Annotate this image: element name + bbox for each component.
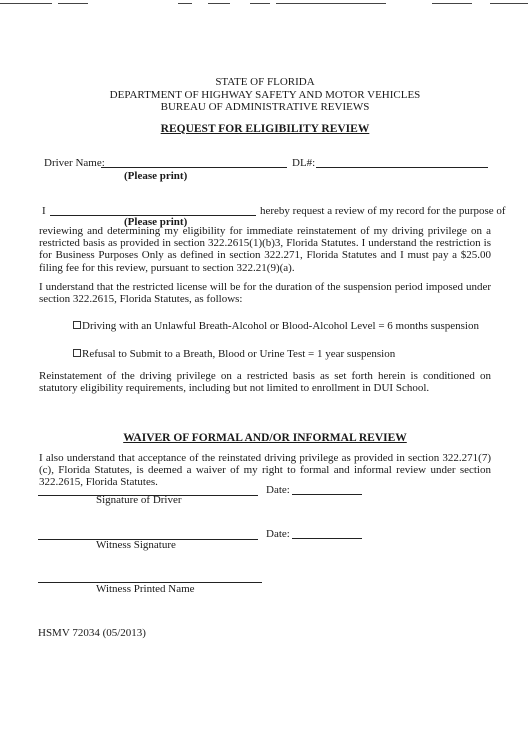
agency-header	[0, 76, 530, 114]
option-unlawful-level-label: Driving with an Unlawful Breath-Alcohol or Blood-Alcohol Level = 6 months suspension	[82, 320, 479, 332]
waiver-title: WAIVER OF FORMAL AND/OR INFORMAL REVIEW	[123, 432, 407, 444]
driver-signature-label: Signature of Driver	[96, 494, 182, 506]
driver-name-label: Driver Name:	[44, 157, 105, 169]
request-body-text: reviewing and determining my eligibility for immediate reinstatement of my driving privilege on a restricted basis as provided in section 322.2615(1)(b)3, Florida Statutes. I understand the restriction is for Business Purposes Only as defined in section 322.271, Florida Statutes and I must pay a $25.00 filing fee for this review, pursuant to section 322.21(9)(a).	[39, 225, 491, 274]
bureau-name: BUREAU OF ADMINISTRATIVE REVIEWS	[160, 101, 370, 113]
duration-text: I understand that the restricted license will be for the duration of the suspension period imposed under section 322.2615, Florida Statutes, as follows:	[39, 281, 491, 306]
driver-date-label: Date:	[266, 484, 290, 496]
option-unlawful-level-checkbox[interactable]	[73, 321, 81, 329]
witness-date-label: Date:	[266, 528, 290, 540]
witness-printed-name-label: Witness Printed Name	[96, 583, 195, 595]
requester-name-field[interactable]	[50, 204, 256, 216]
driver-date-field[interactable]	[292, 483, 362, 495]
option-refusal[interactable]	[73, 348, 395, 360]
request-suffix: hereby request a review of my record for the purpose of	[260, 205, 506, 217]
reinstatement-text: Reinstatement of the driving privilege on a restricted basis as set forth herein is conditioned on statutory eligibility requirements, including but not limited to enrollment in DUI School.	[39, 370, 491, 395]
witness-date-field[interactable]	[292, 527, 362, 539]
dl-number-field[interactable]	[316, 156, 488, 168]
option-refusal-label: Refusal to Submit to a Breath, Blood or Urine Test = 1 year suspension	[82, 348, 396, 360]
form-title: REQUEST FOR ELIGIBILITY REVIEW	[160, 123, 370, 135]
dl-number-label: DL#:	[292, 157, 316, 169]
form-number: HSMV 72034 (05/2013)	[38, 627, 146, 639]
option-unlawful-level[interactable]	[73, 320, 479, 332]
option-refusal-checkbox[interactable]	[73, 349, 81, 357]
state-name: STATE OF FLORIDA	[215, 76, 315, 88]
driver-name-field[interactable]	[101, 156, 287, 168]
driver-name-hint: (Please print)	[124, 170, 188, 182]
witness-signature-label: Witness Signature	[96, 539, 176, 551]
request-prefix: I	[42, 205, 46, 217]
witness-printed-name-field[interactable]	[38, 571, 262, 583]
scan-edge-marks	[0, 0, 530, 8]
requester-name-hint: (Please print)	[124, 216, 188, 228]
waiver-text: I also understand that acceptance of the reinstated driving privilege as provided in section 322.271(7)(c), Florida Statutes, is deemed a waiver of my right to formal and informal review under section 322.2615, Florida Statutes.	[39, 452, 491, 489]
department-name: DEPARTMENT OF HIGHWAY SAFETY AND MOTOR VEHICLES	[109, 88, 421, 101]
